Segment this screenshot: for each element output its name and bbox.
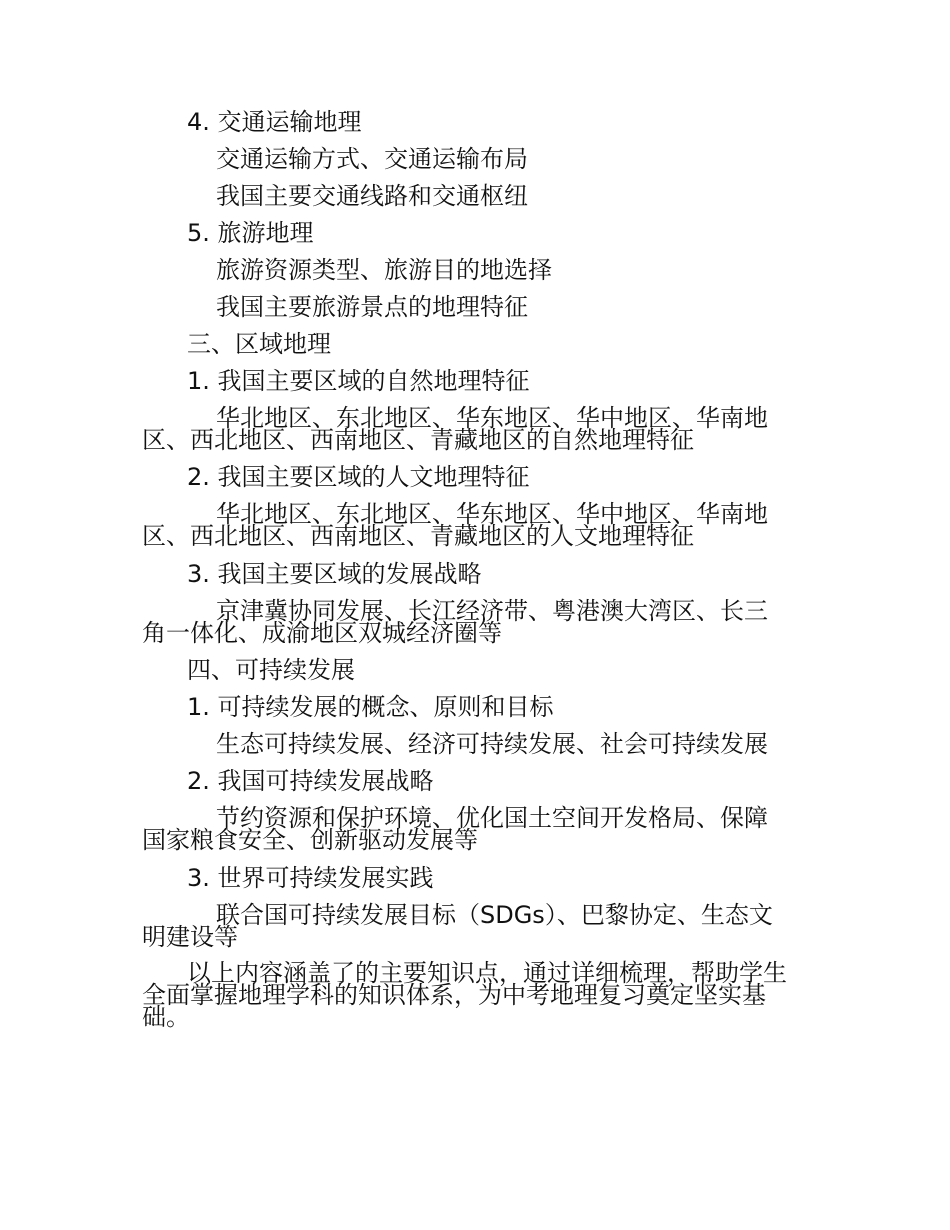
heading-human-features: 2. 我国主要区域的人文地理特征 [187, 463, 530, 491]
text-line: 华北地区、东北地区、华东地区、华中地区、华南地 [216, 500, 768, 528]
section-heading-regional: 三、区域地理 [187, 330, 331, 358]
text-line: 明建设等 [142, 923, 238, 951]
text-line: 联合国可持续发展目标（SDGs）、巴黎协定、生态文 [216, 901, 773, 929]
summary-line: 以上内容涵盖了的主要知识点，通过详细梳理，帮助学生 [187, 959, 787, 987]
text-line: 生态可持续发展、经济可持续发展、社会可持续发展 [216, 730, 768, 758]
heading-transport: 4. 交通运输地理 [187, 108, 362, 136]
heading-world-practice: 3. 世界可持续发展实践 [187, 864, 434, 892]
section-heading-sustainable: 四、可持续发展 [187, 656, 355, 684]
summary-line: 全面掌握地理学科的知识体系，为中考地理复习奠定坚实基 [142, 981, 766, 1009]
summary-line: 础。 [142, 1003, 190, 1031]
text-line: 我国主要旅游景点的地理特征 [216, 293, 528, 321]
text-line: 区、西北地区、西南地区、青藏地区的人文地理特征 [142, 522, 694, 550]
heading-tourism: 5. 旅游地理 [187, 219, 314, 247]
text-line: 华北地区、东北地区、华东地区、华中地区、华南地 [216, 404, 768, 432]
text-line: 旅游资源类型、旅游目的地选择 [216, 256, 552, 284]
text-line: 节约资源和保护环境、优化国土空间开发格局、保障 [216, 804, 768, 832]
heading-development-strategy: 3. 我国主要区域的发展战略 [187, 560, 482, 588]
text-line: 京津冀协同发展、长江经济带、粤港澳大湾区、长三 [216, 597, 768, 625]
text-line: 我国主要交通线路和交通枢纽 [216, 182, 528, 210]
text-line: 国家粮食安全、创新驱动发展等 [142, 826, 478, 854]
heading-national-strategy: 2. 我国可持续发展战略 [187, 767, 434, 795]
heading-sustainable-concept: 1. 可持续发展的概念、原则和目标 [187, 693, 554, 721]
text-line: 角一体化、成渝地区双城经济圈等 [142, 619, 502, 647]
text-line: 区、西北地区、西南地区、青藏地区的自然地理特征 [142, 426, 694, 454]
heading-natural-features: 1. 我国主要区域的自然地理特征 [187, 367, 530, 395]
text-line: 交通运输方式、交通运输布局 [216, 145, 528, 173]
